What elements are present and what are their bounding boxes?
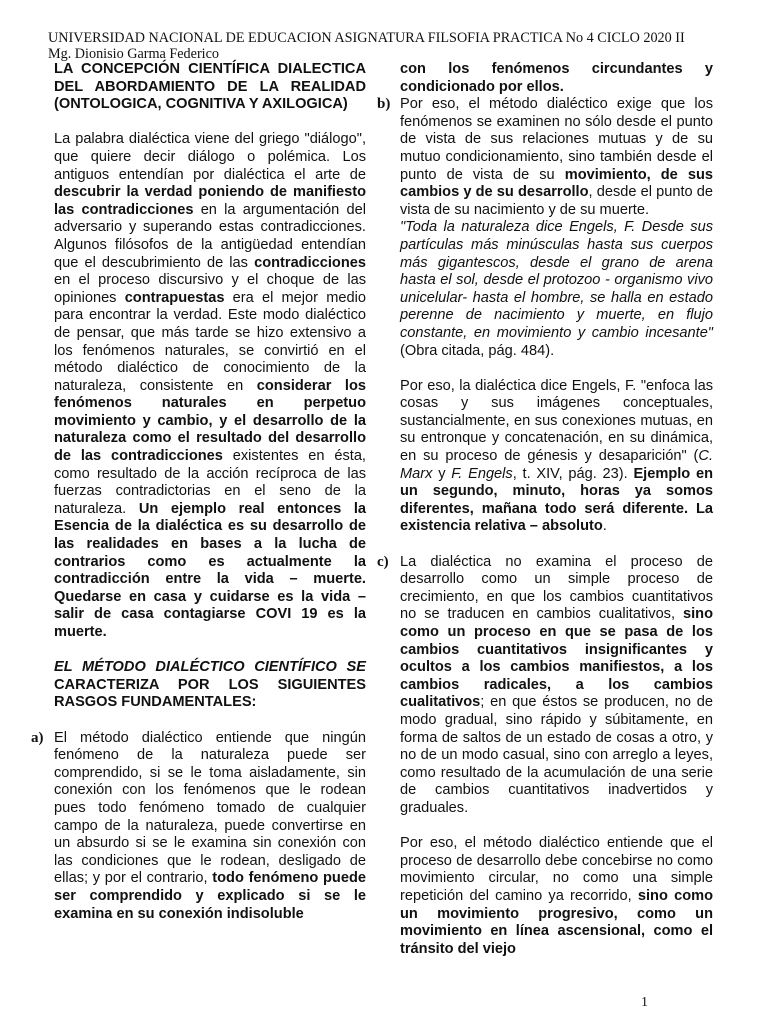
header-course-line: UNIVERSIDAD NACIONAL DE EDUCACION ASIGNATURA FILSOFIA PRACTICA No 4 CICLO 2020 II bbox=[48, 30, 685, 46]
text-run: era el mejor medio para encontrar la verdad. Este modo dialéctico de pensar, que más tarde se hizo extensivo a los fenómenos naturales, se convirtió en el método dialéctico de conocimiento de la naturaleza, consistente en bbox=[54, 289, 366, 394]
intro-paragraph bbox=[54, 131, 366, 641]
text-run: Por eso, la dialéctica dice Engels, F. "enfoca las cosas y sus imágenes conceptuales, sustancialmente, en sus conexiones mutuas, en su entronque y concatenación, en su dinámica, en su proceso de génesis y desaparición" ( bbox=[400, 377, 713, 465]
text-run: (Obra citada, pág. 484). bbox=[400, 342, 555, 359]
method-subtitle bbox=[54, 659, 366, 712]
bold-text-run: sino como un proceso en que se pasa de los cambios cuantitativos insignificantes y ocultos a los cambios manifiestos, a los cambios radicales, a los cambios cualitativos bbox=[400, 606, 713, 711]
bold-text-run: considerar los fenómenos naturales en perpetuo movimiento y cambio, y el desarrollo de la naturaleza como el resultado del desarrollo de las contradicciones bbox=[54, 377, 366, 465]
header-author-line: Mg. Dionisio Garma Federico bbox=[48, 46, 220, 62]
text-run: Por eso, el método dialéctico exige que los fenómenos se examinen no sólo desde el punto de vista de sus relaciones mutuas y de su mutuo condicionamiento, sino también desde el punto de vista de su bbox=[400, 96, 713, 183]
text-run: en la argumentación del adversario y superando estas contradicciones. Algunos filósofos de la antigüedad entendían que el descubrimiento de las bbox=[54, 201, 367, 271]
bold-text-run: Ejemplo en un segundo, minuto, horas ya somos diferentes, mañana todo será diferente. La existencia relativa – absoluto bbox=[400, 465, 714, 535]
page-header bbox=[48, 30, 685, 62]
left-column bbox=[31, 61, 367, 923]
text-run: , desde el punto de vista de su nacimiento y de su muerte. bbox=[400, 184, 713, 218]
text-run: , t. XIV, pág. 23). bbox=[512, 465, 634, 482]
bold-text-run: Un ejemplo real entonces la Esencia de la dialéctica es su desarrollo de las realidades en bases a la lucha de contrarios como es actualmente la contradicción entre la vida – muerte. Quedarse en casa y cuidarse es la vida – salir de casa contagiarse COVI 19 es la muerte. bbox=[54, 500, 367, 640]
right-column bbox=[377, 61, 714, 958]
text-run: La dialéctica no examina el proceso de desarrollo como un simple proceso de crecimiento, en que los cambios cuantitativos no se traducen en cambios cualitativos, bbox=[400, 553, 713, 623]
feature-a bbox=[31, 729, 366, 924]
text-run: . bbox=[602, 518, 607, 535]
engels-paragraph bbox=[400, 378, 713, 536]
feature-c-text bbox=[400, 554, 713, 818]
bold-text-run: descubrir la verdad poniendo de manifiesto las contradicciones bbox=[54, 184, 366, 218]
text-run: existentes en ésta, como resultado de la acción recíproca de las fuerzas contradictorias en el seno de la naturaleza. bbox=[54, 448, 366, 517]
bold-text-run: movimiento, de sus cambios y de su desarrollo bbox=[400, 166, 713, 201]
text-run: Por eso, el método dialéctico entiende que el proceso de desarrollo debe concebirse no como movimiento circular, no como una simple repetición del camino ya recorrido, bbox=[400, 835, 713, 904]
italic-text-run: "Toda la naturaleza dice Engels, F. Desde sus partículas más minúsculas hasta sus cuerpos más gigantescos, desde el grano de arena hasta el sol, desde el protozoo - organismo vivo unicelular- hasta el hombre, se halla en estado perenne de nacimiento y muerte, en flujo constante, en movimiento y cambio incesante" bbox=[400, 219, 713, 341]
feature-c bbox=[377, 553, 713, 818]
text-run: ; en que éstos se producen, no de modo gradual, sino rápido y súbitamente, en forma de saltos de un estado de cosas a otro, y no de un modo casual, sino con arreglo a leyes, como resultado de la acumulación de una serie de cambios cuantitativos inadvertidos y graduales. bbox=[400, 694, 713, 816]
feature-b-marker: b) bbox=[377, 96, 391, 113]
text-run: en el proceso discursivo y el choque de las opiniones bbox=[54, 272, 366, 306]
method-subtitle-italic: EL MÉTODO DIALÉCTICO CIENTÍFICO SE bbox=[54, 659, 366, 676]
feature-b bbox=[377, 96, 713, 219]
italic-text-run: C. Marx bbox=[400, 448, 713, 482]
feature-a-continuation bbox=[400, 61, 713, 96]
bold-text-run: contradicciones bbox=[254, 254, 366, 271]
engels-quote bbox=[400, 219, 713, 360]
feature-a-marker: a) bbox=[31, 729, 44, 746]
page-number: 1 bbox=[641, 995, 648, 1010]
feature-c-marker: c) bbox=[377, 553, 389, 570]
document-title: LA CONCEPCIÓN CIENTÍFICA DIALECTICA DEL ABORDAMIENTO DE LA REALIDAD (ONTOLOGICA, COGNITIVA Y AXILOGICA) bbox=[54, 61, 366, 113]
method-subtitle-rest: CARACTERIZA POR LOS SIGUIENTES RASGOS FUNDAMENTALES: bbox=[54, 676, 366, 711]
bold-text-run: todo fenómeno puede ser comprendido y explicado si se le examina en su conexión indisoluble bbox=[54, 870, 366, 922]
bold-text-run: contrapuestas bbox=[124, 289, 225, 306]
feature-b-text bbox=[400, 96, 713, 219]
italic-text-run: F. Engels bbox=[451, 465, 513, 482]
feature-a-text bbox=[54, 730, 366, 924]
text-run: La palabra dialéctica viene del griego "diálogo", que quiere decir diálogo o polémica. Los antiguos entendían por dialéctica el arte de bbox=[54, 131, 366, 183]
text-run: y bbox=[432, 465, 452, 482]
bold-text-run: con los fenómenos circundantes y condicionado por ellos. bbox=[400, 61, 713, 95]
progress-paragraph bbox=[400, 835, 713, 958]
bold-text-run: sino como un movimiento progresivo, como un movimiento en línea ascensional, como el tránsito del viejo bbox=[400, 887, 713, 957]
text-run: El método dialéctico entiende que ningún fenómeno de la naturaleza puede ser comprendido, si se le toma aisladamente, sin conexión con los fenómenos que le rodean pues todo fenómeno tomado de cualquier campo de la naturaleza, puede convertirse en un absurdo si se le examina sin conexión con las condiciones que le rodean, desligado de ellas; y por el contrario, bbox=[54, 729, 366, 887]
